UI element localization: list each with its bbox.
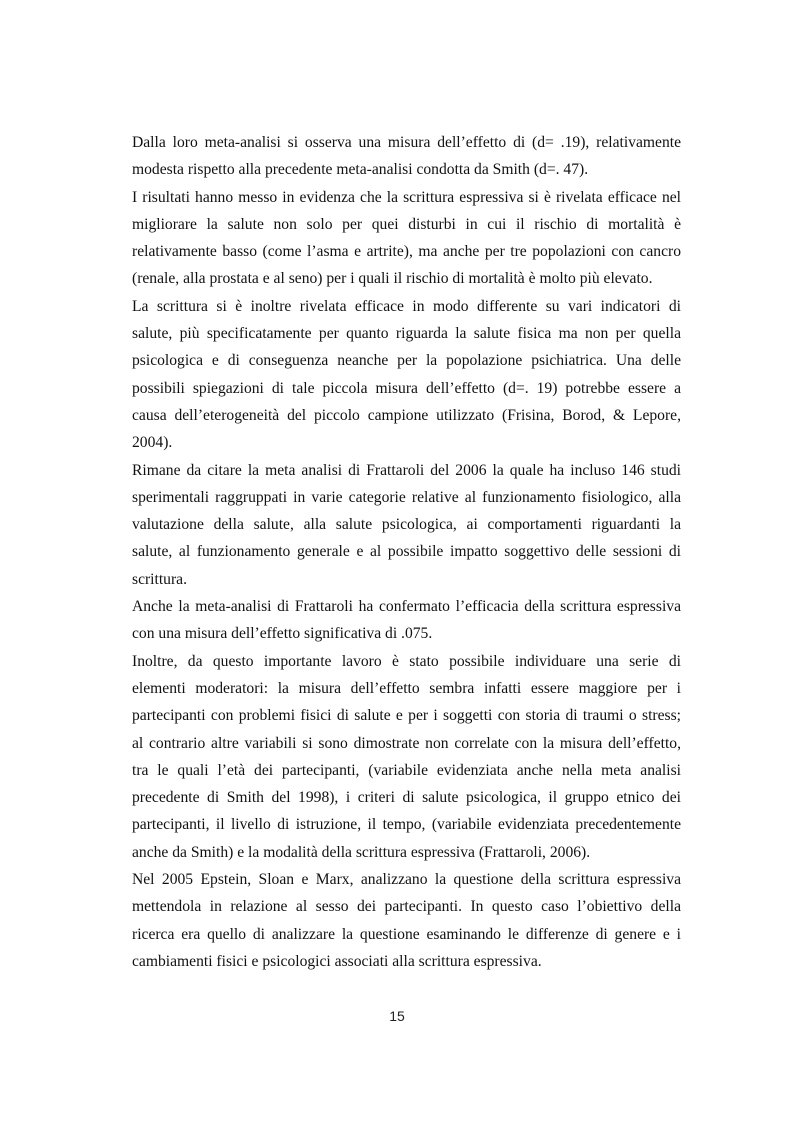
paragraph [132,593,681,648]
text-line: con una misura dell’effetto significativa di .075. [132,625,433,643]
text-line: (renale, alla prostata e al seno) per i quali il rischio di mortalità è molto più elevato. [132,270,653,288]
paragraph [132,129,681,184]
text-line: ricerca era quello di analizzare la questione esaminando le differenze di genere e i [132,925,681,943]
text-line: mettendola in relazione al sesso dei partecipanti. In questo caso l’obiettivo della [132,898,681,916]
text-line: precedente di Smith del 1998), i criteri di salute psicologica, il gruppo etnico dei [132,789,681,807]
text-line: sperimentali raggruppati in varie categorie relative al funzionamento fisiologico, alla [132,488,681,506]
text-line: tra le quali l’età dei partecipanti, (variabile evidenziata anche nella meta analisi [132,761,681,779]
text-line: I risultati hanno messo in evidenza che la scrittura espressiva si è rivelata efficace nel [132,188,681,206]
paragraph [132,184,681,293]
text-line: elementi moderatori: la misura dell’effetto sembra infatti essere maggiore per i [132,679,681,697]
text-line: causa dell’eterogeneità del piccolo campione utilizzato (Frisina, Borod, & Lepore, [132,406,681,424]
text-line: scrittura. [132,570,187,588]
page-body [132,129,681,975]
text-line: Rimane da citare la meta analisi di Frattaroli del 2006 la quale ha incluso 146 studi [132,461,681,479]
paragraph [132,457,681,593]
paragraph [132,293,681,457]
text-line: Dalla loro meta-analisi si osserva una misura dell’effetto di (d= .19), relativamente [132,134,681,151]
text-line: partecipanti con problemi fisici di salute e per i soggetti con storia di traumi o stress; [132,707,681,725]
text-line: partecipanti, il livello di istruzione, il tempo, (variabile evidenziata precedentemente [132,816,681,834]
text-line: cambiamenti fisici e psicologici associati alla scrittura espressiva. [132,952,542,970]
paragraph [132,648,681,866]
page-number: 15 [389,1008,405,1024]
text-line: salute, al funzionamento generale e al possibile impatto soggettivo delle sessioni di [132,543,681,561]
text-line: Inoltre, da questo importante lavoro è stato possibile individuare una serie di [132,652,681,670]
text-line: modesta rispetto alla precedente meta-analisi condotta da Smith (d=. 47). [132,161,589,179]
text-line: salute, più specificatamente per quanto riguarda la salute fisica ma non per quella [132,325,681,343]
text-line: relativamente basso (come l’asma e artrite), ma anche per tre popolazioni con cancro [132,243,681,261]
text-line: psicologica e di conseguenza neanche per la popolazione psichiatrica. Una delle [132,352,681,370]
text-line: migliorare la salute non solo per quei disturbi in cui il rischio di mortalità è [132,215,681,233]
text-line: possibili spiegazioni di tale piccola misura dell’effetto (d=. 19) potrebbe essere a [132,379,681,397]
text-line: anche da Smith) e la modalità della scrittura espressiva (Frattaroli, 2006). [132,843,591,861]
text-line: al contrario altre variabili si sono dimostrate non correlate con la misura dell’effetto, [132,734,681,752]
paragraph [132,866,681,975]
text-line: valutazione della salute, alla salute psicologica, ai comportamenti riguardanti la [132,516,681,534]
text-line: Anche la meta-analisi di Frattaroli ha confermato l’efficacia della scrittura espressiva [132,598,681,616]
text-line: La scrittura si è inoltre rivelata efficace in modo differente su vari indicatori di [132,297,681,315]
text-line: Nel 2005 Epstein, Sloan e Marx, analizzano la questione della scrittura espressiva [132,871,681,889]
text-line: 2004). [132,434,173,452]
